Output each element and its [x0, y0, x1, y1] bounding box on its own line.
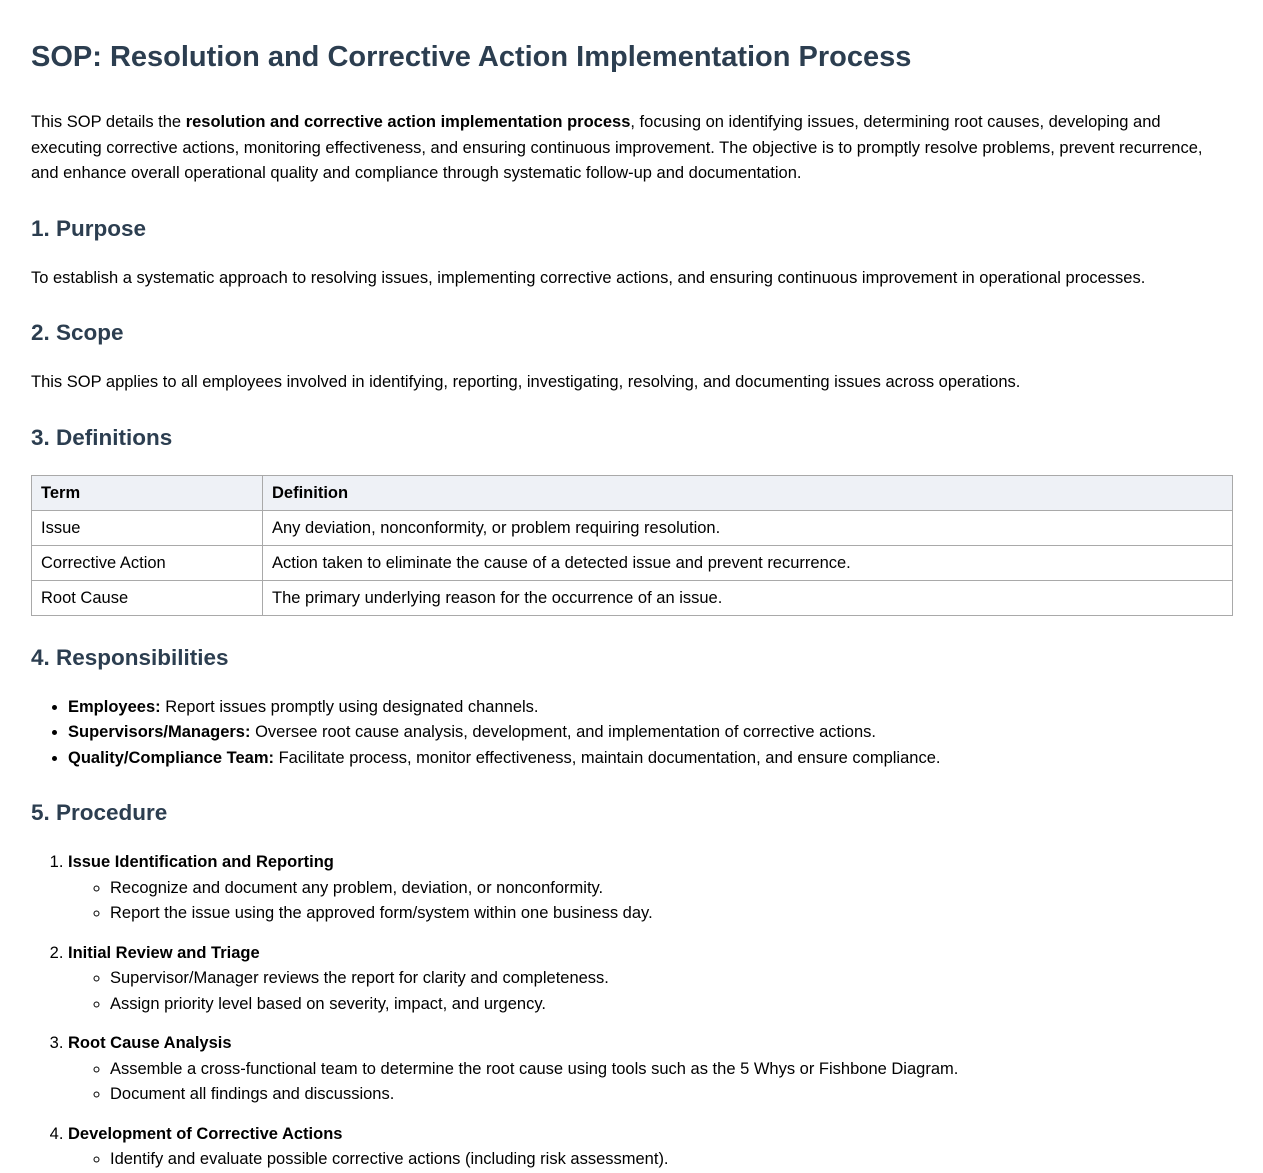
definition-cell: The primary underlying reason for the occurrence of an issue.	[263, 580, 1233, 615]
list-item	[68, 720, 1233, 746]
page-title: SOP: Resolution and Corrective Action Implementation Process	[31, 41, 912, 73]
procedure-step	[68, 1122, 1233, 1173]
procedure-step	[68, 1031, 1233, 1108]
section-definitions	[31, 424, 1233, 616]
procedure-heading: 5. Procedure	[31, 800, 168, 826]
definition-cell: Any deviation, nonconformity, or problem requiring resolution.	[263, 510, 1233, 545]
role-description: Oversee root cause analysis, development, and implementation of corrective actions.	[250, 723, 876, 742]
substep-list	[68, 1057, 1233, 1108]
step-title: Root Cause Analysis	[68, 1034, 232, 1053]
role-label: Quality/Compliance Team:	[68, 748, 274, 767]
section-responsibilities	[31, 644, 1233, 772]
substep-list	[68, 966, 1233, 1017]
list-item	[68, 746, 1233, 772]
procedure-step	[68, 850, 1233, 927]
scope-heading: 2. Scope	[31, 320, 124, 346]
intro-emphasis: resolution and corrective action implementation process	[185, 113, 631, 132]
table-row	[32, 580, 1233, 615]
role-label: Supervisors/Managers:	[68, 723, 251, 742]
purpose-body: To establish a systematic approach to resolving issues, implementing corrective actions, and ensuring continuous improvement in operational processes.	[31, 268, 1146, 287]
table-row	[32, 510, 1233, 545]
column-header-definition: Definition	[263, 475, 1233, 510]
term-cell: Root Cause	[32, 580, 263, 615]
scope-body: This SOP applies to all employees involved in identifying, reporting, investigating, resolving, and documenting issues across operations.	[31, 373, 1021, 392]
substep-item: ◦ Supervisor/Manager reviews the report for clarity and completeness.	[110, 966, 1233, 992]
procedure-list	[31, 850, 1233, 1173]
definition-cell: Action taken to eliminate the cause of a detected issue and prevent recurrence.	[263, 545, 1233, 580]
table-row	[32, 545, 1233, 580]
intro-paragraph	[31, 110, 1233, 187]
section-procedure	[31, 799, 1233, 1173]
responsibilities-list	[31, 695, 1233, 772]
substep-item: ◦ Assemble a cross-functional team to determine the root cause using tools such as the 5 Whys or Fishbone Diagram.	[110, 1057, 1233, 1083]
substep-list	[68, 876, 1233, 927]
role-description: Report issues promptly using designated channels.	[160, 697, 539, 716]
section-scope	[31, 319, 1233, 396]
list-item	[68, 695, 1233, 721]
role-label: Employees:	[68, 697, 161, 716]
definitions-table	[31, 475, 1233, 616]
intro-rest: , focusing on identifying issues, determining root causes, developing and executing corrective actions, monitoring effectiveness, and ensuring continuous improvement. The objective is to promptly resolve problems, prevent recurrence, and enhance overall operational quality and compliance through systematic follow-up and documentation.	[31, 113, 1203, 183]
step-title: Development of Corrective Actions	[68, 1124, 343, 1143]
responsibilities-heading: 4. Responsibilities	[31, 644, 229, 670]
purpose-heading: 1. Purpose	[31, 215, 147, 241]
table-header-row	[32, 475, 1233, 510]
term-cell: Issue	[32, 510, 263, 545]
step-title: Initial Review and Triage	[68, 943, 260, 962]
substep-item: ◦ Document all findings and discussions.	[110, 1082, 1233, 1108]
step-title: Issue Identification and Reporting	[68, 853, 334, 872]
substep-list	[68, 1147, 1233, 1173]
substep-item: ◦ Recognize and document any problem, deviation, or nonconformity.	[110, 876, 1233, 902]
column-header-term: Term	[32, 475, 263, 510]
definitions-heading: 3. Definitions	[31, 424, 173, 450]
section-purpose	[31, 215, 1233, 292]
substep-item: ◦ Assign priority level based on severity, impact, and urgency.	[110, 992, 1233, 1018]
procedure-step	[68, 941, 1233, 1018]
role-description: Facilitate process, monitor effectiveness, maintain documentation, and ensure compliance.	[274, 748, 941, 767]
intro-lead: This SOP details the	[31, 113, 186, 132]
term-cell: Corrective Action	[32, 545, 263, 580]
substep-item: ◦ Report the issue using the approved form/system within one business day.	[110, 901, 1233, 927]
substep-item: ◦ Identify and evaluate possible corrective actions (including risk assessment).	[110, 1147, 1233, 1173]
